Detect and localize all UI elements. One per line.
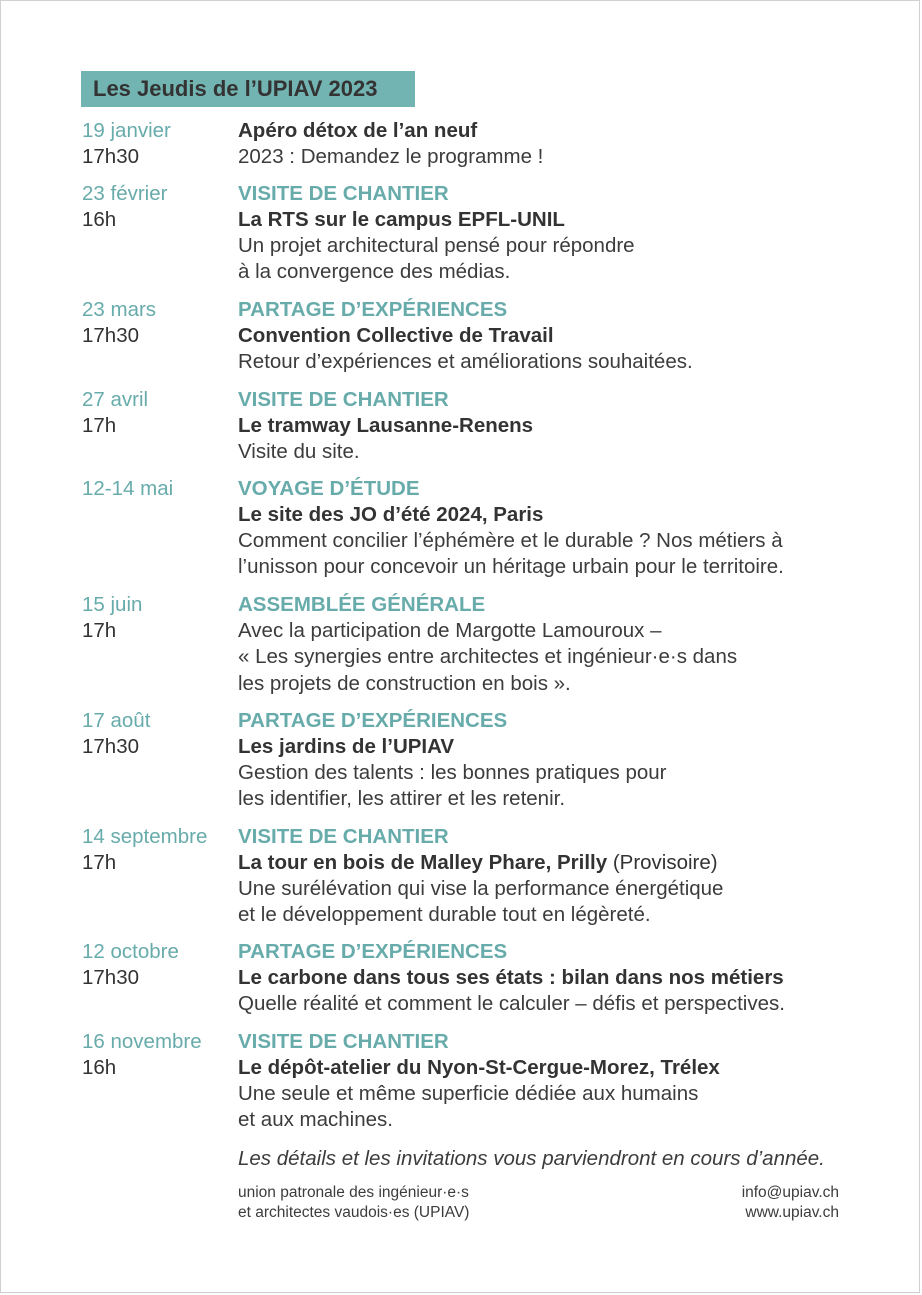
event-details [238, 1029, 868, 1134]
event-datetime [82, 476, 237, 502]
event-time: 17h30 [82, 735, 140, 758]
event-title-suffix: (Provisoire) [607, 851, 718, 874]
event-title [238, 207, 868, 233]
event-title [238, 118, 868, 144]
event-description-line: Un projet architectural pensé pour répondre [238, 234, 635, 257]
event-title [238, 1055, 868, 1081]
event-title [238, 734, 868, 760]
event-time: 16h [82, 208, 117, 231]
event-title-text: Le dépôt-atelier du Nyon-St-Cergue-Morez, Trélex [238, 1056, 720, 1079]
event-datetime [82, 387, 237, 439]
event-details [238, 824, 868, 929]
event-description-line: Une seule et même superficie dédiée aux humains [238, 1082, 699, 1105]
event-time: 17h [82, 414, 117, 437]
event-title-text: Apéro détox de l’an neuf [238, 119, 478, 142]
event-title-text: Convention Collective de Travail [238, 324, 554, 347]
event-title-text: La RTS sur le campus EPFL-UNIL [238, 208, 565, 231]
event-description-line: Visite du site. [238, 440, 360, 463]
event-date: 12 octobre [82, 940, 179, 963]
event-datetime [82, 939, 237, 991]
event-datetime [82, 824, 237, 876]
footer-org-line: et architectes vaudois·es (UPIAV) [238, 1204, 470, 1221]
event-time: 16h [82, 1056, 117, 1079]
event-description-line: et le développement durable tout en légèreté. [238, 903, 651, 927]
event-details [238, 592, 868, 697]
event-date: 27 avril [82, 388, 149, 411]
event-category: PARTAGE D’EXPÉRIENCES [238, 709, 508, 732]
event-date: 15 juin [82, 593, 143, 616]
event-time: 17h30 [82, 966, 140, 989]
event-date: 12-14 mai [82, 477, 174, 500]
event-datetime [82, 1029, 237, 1081]
event-details [238, 387, 868, 465]
event-date: 19 janvier [82, 119, 171, 142]
footer-org-line: union patronale des ingénieur·e·s [238, 1184, 469, 1201]
event-category: VISITE DE CHANTIER [238, 1030, 449, 1053]
event-details [238, 476, 868, 581]
event-details [238, 118, 868, 170]
event-description-line: à la convergence des médias. [238, 260, 511, 284]
event-category: PARTAGE D’EXPÉRIENCES [238, 940, 508, 963]
event-datetime [82, 708, 237, 760]
event-details [238, 939, 868, 1017]
event-title [238, 413, 868, 439]
event-details [238, 181, 868, 286]
event-time: 17h30 [82, 145, 140, 168]
event-details [238, 708, 868, 813]
event-description-line: Quelle réalité et comment le calculer – défis et perspectives. [238, 992, 785, 1015]
event-title-text: Les jardins de l’UPIAV [238, 735, 455, 758]
event-datetime [82, 181, 237, 233]
event-datetime [82, 297, 237, 349]
page-title: Les Jeudis de l’UPIAV 2023 [81, 71, 415, 107]
event-description-line: Une surélévation qui vise la performance énergétique [238, 877, 724, 900]
event-title [238, 323, 868, 349]
footer-website-link[interactable]: www.upiav.ch [745, 1204, 839, 1221]
event-details [238, 297, 868, 375]
event-description-line: les identifier, les attirer et les retenir. [238, 787, 566, 811]
event-title [238, 502, 868, 528]
event-date: 23 février [82, 182, 168, 205]
footer-contact [742, 1183, 839, 1223]
event-datetime [82, 592, 237, 644]
event-title-text: Le tramway Lausanne-Renens [238, 414, 534, 437]
event-datetime [82, 118, 237, 170]
event-title [238, 850, 868, 876]
event-description-line: 2023 : Demandez le programme ! [238, 145, 544, 168]
event-description-line: « Les synergies entre architectes et ingénieur·e·s dans [238, 645, 738, 669]
event-category: PARTAGE D’EXPÉRIENCES [238, 298, 508, 321]
event-title-text: La tour en bois de Malley Phare, Prilly [238, 851, 608, 874]
event-description-line: Gestion des talents : les bonnes pratiques pour [238, 761, 667, 784]
footer-organization [238, 1183, 469, 1223]
event-description-line: Retour d’expériences et améliorations souhaitées. [238, 350, 693, 373]
event-description-line: les projets de construction en bois ». [238, 671, 571, 695]
event-date: 23 mars [82, 298, 157, 321]
footer-email-link[interactable]: info@upiav.ch [741, 1184, 839, 1201]
event-category: VISITE DE CHANTIER [238, 182, 449, 205]
event-description-line: Avec la participation de Margotte Lamouroux – [238, 619, 662, 642]
event-title [238, 965, 868, 991]
closing-note: Les détails et les invitations vous parviendront en cours d’année. [238, 1147, 825, 1170]
event-category: VISITE DE CHANTIER [238, 388, 449, 411]
event-description-line: l’unisson pour concevoir un héritage urbain pour le territoire. [238, 555, 784, 579]
event-category: VISITE DE CHANTIER [238, 825, 449, 848]
event-date: 14 septembre [82, 825, 208, 848]
event-date: 17 août [82, 709, 151, 732]
event-title-text: Le site des JO d’été 2024, Paris [238, 503, 544, 526]
event-time: 17h30 [82, 324, 140, 347]
event-description-line: Comment concilier l’éphémère et le durable ? Nos métiers à [238, 529, 783, 552]
event-title-text: Le carbone dans tous ses états : bilan dans nos métiers [238, 966, 784, 989]
event-date: 16 novembre [82, 1030, 202, 1053]
event-category: ASSEMBLÉE GÉNÉRALE [238, 593, 486, 616]
event-description-line: et aux machines. [238, 1108, 393, 1132]
event-time: 17h [82, 619, 117, 642]
event-category: VOYAGE D’ÉTUDE [238, 477, 420, 500]
event-time: 17h [82, 851, 117, 874]
